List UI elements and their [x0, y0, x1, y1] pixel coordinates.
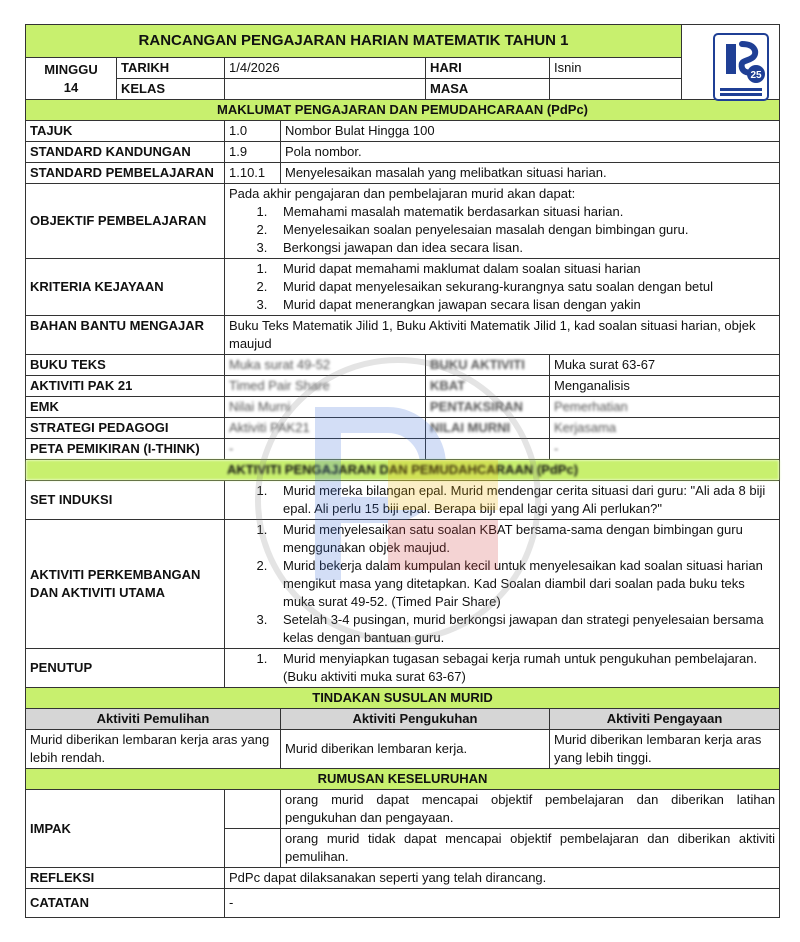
- sp-label: STANDARD PEMBELAJARAN: [26, 163, 225, 184]
- bahan-label: BAHAN BANTU MENGAJAR: [26, 316, 225, 355]
- pentaksiran-label: PENTAKSIRAN: [426, 397, 550, 418]
- impak-line-2: orang murid tidak dapat mencapai objektif pembelajaran dan diberikan aktiviti pemulihan.: [281, 829, 780, 868]
- set-induksi-list: [229, 482, 775, 518]
- penutup-label: PENUTUP: [26, 649, 225, 688]
- perkembangan-list: [229, 521, 775, 647]
- buku-aktiviti-value: Muka surat 63-67: [550, 355, 780, 376]
- tarikh-value: 1/4/2026: [225, 58, 426, 79]
- sp-text: Menyelesaikan masalah yang melibatkan situasi harian.: [281, 163, 780, 184]
- perkembangan-content: [225, 520, 780, 649]
- pak-value: Timed Pair Share: [225, 376, 426, 397]
- list-item: 2. Menyelesaikan soalan penyelesaian masalah dengan bimbingan guru.: [271, 221, 775, 239]
- kelas-value: [225, 79, 426, 100]
- buku-teks-label: BUKU TEKS: [26, 355, 225, 376]
- sp-code: 1.10.1: [225, 163, 281, 184]
- kbat-label: KBAT: [426, 376, 550, 397]
- tarikh-label: TARIKH: [117, 58, 225, 79]
- pentaksiran-value: Pemerhatian: [550, 397, 780, 418]
- nilai-label: NILAI MURNI: [426, 418, 550, 439]
- sk-code: 1.9: [225, 142, 281, 163]
- impak-line-1: orang murid dapat mencapai objektif pembelajaran dan diberikan latihan pengukuhan dan pengayaan.: [281, 790, 780, 829]
- peta-value: -: [225, 439, 426, 460]
- refleksi-text: PdPc dapat dilaksanakan seperti yang telah dirancang.: [225, 868, 780, 889]
- tindakan-header-pengukuhan: Aktiviti Pengukuhan: [281, 709, 550, 730]
- catatan-text: -: [225, 889, 780, 918]
- perkembangan-label: AKTIVITI PERKEMBANGAN DAN AKTIVITI UTAMA: [26, 520, 225, 649]
- list-item: 1. Murid mereka bilangan epal. Murid mendengar cerita situasi dari guru: "Ali ada 8 biji epal. Ali perlu 15 biji epal. Berapa biji epal lagi yang Ali perlukan?": [271, 482, 775, 518]
- penutup-list: [229, 650, 775, 686]
- list-item: 1. Murid menyelesaikan satu soalan KBAT bersama-sama dengan bimbingan guru menggunakan objek maujud.: [271, 521, 775, 557]
- minggu-value: 14: [63, 79, 79, 95]
- impak-count-1: [225, 790, 281, 829]
- rph-table: [25, 24, 780, 918]
- tindakan-heading: TINDAKAN SUSULAN MURID: [26, 688, 780, 709]
- impak-label: IMPAK: [26, 790, 225, 868]
- buku-teks-value: Muka surat 49-52: [225, 355, 426, 376]
- masa-value: [550, 79, 682, 100]
- list-item: 1. Murid menyiapkan tugasan sebagai kerja rumah untuk pengukuhan pembelajaran. (Buku aktiviti muka surat 63-67): [271, 650, 775, 686]
- objektif-intro: Pada akhir pengajaran dan pembelajaran murid akan dapat:: [229, 186, 576, 201]
- tindakan-pengayaan: Murid diberikan lembaran kerja aras yang lebih tinggi.: [550, 730, 780, 769]
- set-induksi-content: [225, 481, 780, 520]
- objektif-content: [225, 184, 780, 259]
- peta-value2: -: [550, 439, 780, 460]
- tajuk-code: 1.0: [225, 121, 281, 142]
- emk-label: EMK: [26, 397, 225, 418]
- masa-label: MASA: [426, 79, 550, 100]
- tajuk-label: TAJUK: [26, 121, 225, 142]
- minggu-cell: [26, 58, 117, 100]
- tindakan-pengukuhan: Murid diberikan lembaran kerja.: [281, 730, 550, 769]
- tindakan-header-pemulihan: Aktiviti Pemulihan: [26, 709, 281, 730]
- peta-label: PETA PEMIKIRAN (I-THINK): [26, 439, 225, 460]
- emk-value: Nilai Murni: [225, 397, 426, 418]
- list-item: 3. Murid dapat menerangkan jawapan secara lisan dengan yakin: [271, 296, 775, 314]
- page-title: RANCANGAN PENGAJARAN HARIAN MATEMATIK TAHUN 1: [26, 25, 682, 58]
- sk-text: Pola nombor.: [281, 142, 780, 163]
- sk-label: STANDARD KANDUNGAN: [26, 142, 225, 163]
- list-item: 3. Berkongsi jawapan dan idea secara lisan.: [271, 239, 775, 257]
- tindakan-header-pengayaan: Aktiviti Pengayaan: [550, 709, 780, 730]
- refleksi-label: REFLEKSI: [26, 868, 225, 889]
- school-logo-icon: [712, 30, 770, 110]
- list-item: 2. Murid dapat menyelesaikan sekurang-kurangnya satu soalan dengan betul: [271, 278, 775, 296]
- kriteria-label: KRITERIA KEJAYAAN: [26, 259, 225, 316]
- hari-label: HARI: [426, 58, 550, 79]
- aktiviti-heading: AKTIVITI PENGAJARAN DAN PEMUDAHCARAAN (PdPc): [26, 460, 780, 481]
- rumusan-heading: RUMUSAN KESELURUHAN: [26, 769, 780, 790]
- list-item: 2. Murid bekerja dalam kumpulan kecil untuk menyelesaikan kad soalan situasi harian mengikut masa yang ditetapkan. Kad Soalan diambil dari soalan pada buku teks muka surat 49-52. (Timed Pair Share): [271, 557, 775, 611]
- set-induksi-label: SET INDUKSI: [26, 481, 225, 520]
- nilai-value: Kerjasama: [550, 418, 780, 439]
- maklumat-heading: MAKLUMAT PENGAJARAN DAN PEMUDAHCARAAN (PdPc): [26, 100, 780, 121]
- list-item: 1. Murid dapat memahami maklumat dalam soalan situasi harian: [271, 260, 775, 278]
- kriteria-list: [229, 260, 775, 314]
- catatan-label: CATATAN: [26, 889, 225, 918]
- kelas-label: KELAS: [117, 79, 225, 100]
- pak-label: AKTIVITI PAK 21: [26, 376, 225, 397]
- kbat-value: Menganalisis: [550, 376, 780, 397]
- bahan-text: Buku Teks Matematik Jilid 1, Buku Aktiviti Matematik Jilid 1, kad soalan situasi harian, objek maujud: [225, 316, 780, 355]
- tajuk-text: Nombor Bulat Hingga 100: [281, 121, 780, 142]
- logo-number: 25: [750, 70, 762, 81]
- impak-count-2: [225, 829, 281, 868]
- hari-value: Isnin: [550, 58, 682, 79]
- list-item: 3. Setelah 3-4 pusingan, murid berkongsi jawapan dan strategi penyelesaian bersama kelas dengan bantuan guru.: [271, 611, 775, 647]
- list-item: 1. Memahami masalah matematik berdasarkan situasi harian.: [271, 203, 775, 221]
- strategi-label: STRATEGI PEDAGOGI: [26, 418, 225, 439]
- objektif-label: OBJEKTIF PEMBELAJARAN: [26, 184, 225, 259]
- objektif-list: [229, 203, 775, 257]
- peta-blank: [426, 439, 550, 460]
- kriteria-content: [225, 259, 780, 316]
- minggu-label: MINGGU: [44, 61, 98, 77]
- buku-aktiviti-label: BUKU AKTIVITI: [426, 355, 550, 376]
- penutup-content: [225, 649, 780, 688]
- tindakan-pemulihan: Murid diberikan lembaran kerja aras yang lebih rendah.: [26, 730, 281, 769]
- strategi-value: Aktiviti PAK21: [225, 418, 426, 439]
